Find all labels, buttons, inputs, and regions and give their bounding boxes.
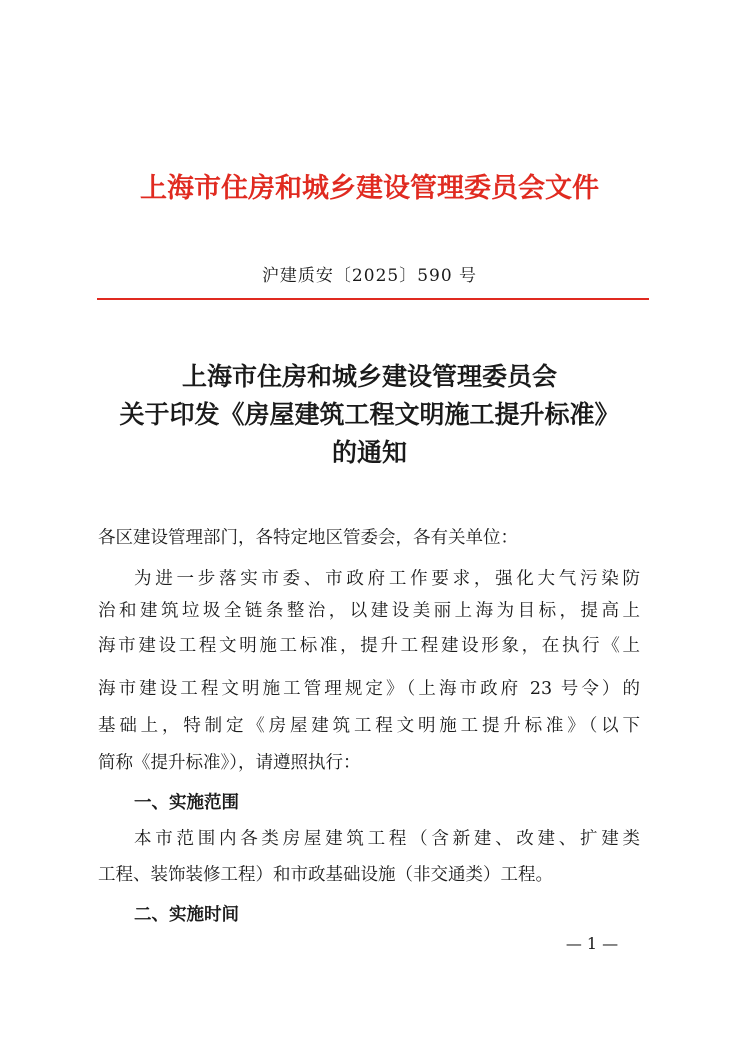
paragraph-line: 治和建筑垃圾全链条整治，以建设美丽上海为目标，提高上 (98, 601, 640, 621)
notice-title-line-1: 上海市住房和城乡建设管理委员会 (181, 362, 557, 391)
notice-title-line-3: 的通知 (331, 438, 407, 467)
paragraph-line: 本市范围内各类房屋建筑工程（含新建、改建、扩建类 (134, 829, 640, 849)
section-heading-scope: 一、实施范围 (134, 793, 239, 813)
issuer-header-title: 上海市住房和城乡建设管理委员会文件 (140, 173, 599, 204)
red-divider-line (97, 298, 649, 300)
salutation: 各区建设管理部门，各特定地区管委会，各有关单位： (98, 528, 518, 548)
page-number: — 1 — (565, 934, 619, 953)
section-heading-time: 二、实施时间 (134, 905, 239, 925)
paragraph-line: 海市建设工程文明施工标准，提升工程建设形象，在执行《上 (98, 636, 640, 656)
paragraph-line: 海市建设工程文明施工管理规定》（上海市政府 23 号令）的 (98, 679, 640, 699)
paragraph-line: 简称《提升标准》），请遵照执行： (98, 753, 361, 773)
document-number: 沪建质安〔2025〕590 号 (261, 266, 478, 286)
paragraph-line: 为进一步落实市委、市政府工作要求，强化大气污染防 (134, 569, 640, 589)
paragraph-line: 工程、装饰装修工程）和市政基础设施（非交通类）工程。 (98, 865, 553, 885)
notice-title-line-2: 关于印发《房屋建筑工程文明施工提升标准》 (119, 400, 620, 429)
paragraph-line: 基础上，特制定《房屋建筑工程文明施工提升标准》（以下 (98, 716, 640, 736)
